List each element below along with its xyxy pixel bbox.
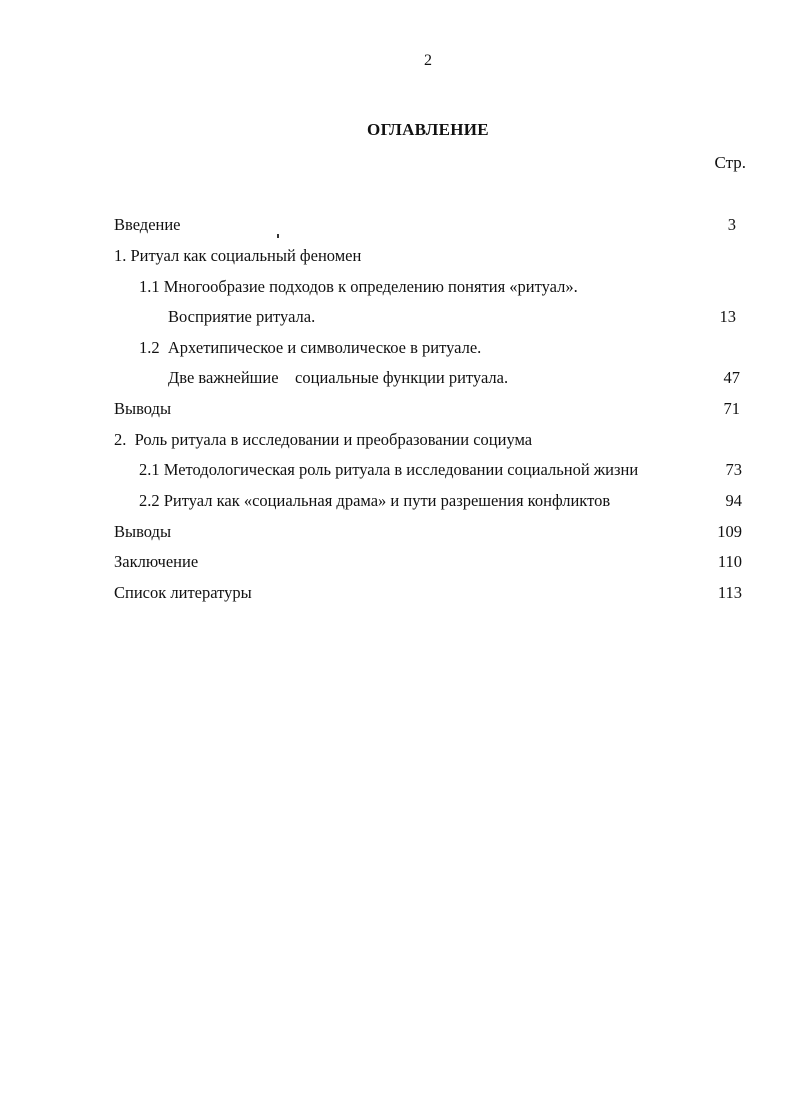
toc-page-number: 71 [723,399,740,418]
toc-page-number: 113 [717,583,742,602]
page-column-header: Стр. [714,153,746,172]
page-title: ОГЛАВЛЕНИЕ [367,120,489,139]
toc-page-number: 47 [723,368,740,387]
toc-page-number: 3 [727,215,736,234]
toc-label: 1.2 Архетипическое и символическое в ритуале. [139,338,482,357]
page-number: 2 [424,52,432,69]
toc-label: 2.1 Методологическая роль ритуала в исследовании социальной жизни [139,460,639,479]
toc-label: Заключение [114,552,199,571]
toc-label: 2. Роль ритуала в исследовании и преобразовании социума [114,430,533,449]
scan-speck [277,234,279,238]
toc-label: Две важнейшие социальные функции ритуала. [168,368,509,387]
toc-label: 2.2 Ритуал как «социальная драма» и пути разрешения конфликтов [139,491,611,510]
toc-label: Выводы [114,522,172,541]
toc-page-number: 110 [717,552,742,571]
toc-label: 1.1 Многообразие подходов к определению понятия «ритуал». [139,277,578,296]
toc-page-number: 109 [717,522,742,541]
toc-label: Выводы [114,399,172,418]
toc-label: Введение [114,215,181,234]
toc-page-number: 94 [725,491,742,510]
toc-label: Восприятие ритуала. [168,307,316,326]
toc-label: 1. Ритуал как социальный феномен [114,246,362,265]
toc-page-number: 13 [719,307,736,326]
toc-page-number: 73 [725,460,742,479]
toc-label: Список литературы [114,583,252,602]
